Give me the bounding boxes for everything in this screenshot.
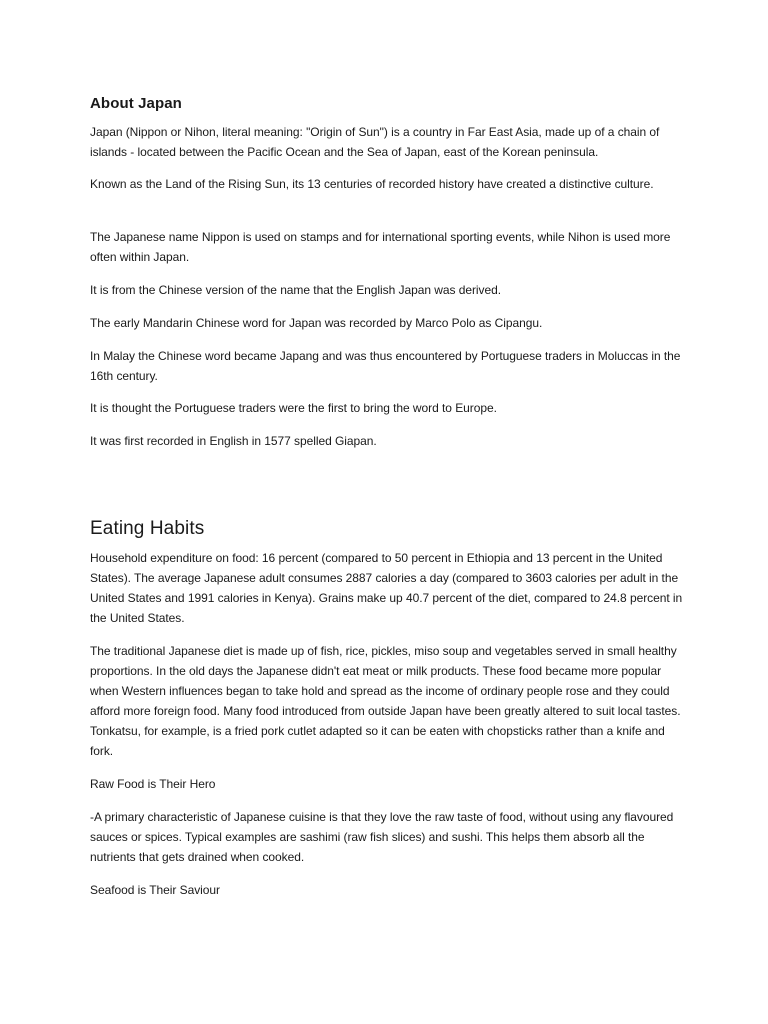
paragraph: The early Mandarin Chinese word for Japan was recorded by Marco Polo as Cipangu. (90, 316, 543, 330)
paragraph: The Japanese name Nippon is used on stamps and for international sporting events, while Nihon is used more often within Japan. (90, 230, 671, 264)
paragraph: Household expenditure on food: 16 percent (compared to 50 percent in Ethiopia and 13 percent in the United States). The average Japanese adult consumes 2887 calories a day (compared to 3603 calories per adult in the United States and 1991 calories in Kenya). Grains make up 40.7 percent of the diet, compared to 24.8 percent in the United States. (90, 551, 683, 625)
paragraph: The traditional Japanese diet is made up of fish, rice, pickles, miso soup and vegetables served in small healthy proportions. In the old days the Japanese didn't eat meat or milk products. These food became more popular when Western influences began to take hold and spread as the income of ordinary people rose and they could afford more foreign food. Many food introduced from outside Japan have been greatly altered to suit local tastes. Tonkatsu, for example, is a fried pork cutlet adapted so it can be eaten with chopsticks rather than a knife and fork. (90, 644, 681, 758)
paragraph: Japan (Nippon or Nihon, literal meaning: "Origin of Sun") is a country in Far East Asia, made up of a chain of islands - located between the Pacific Ocean and the Sea of Japan, east of the Korean peninsula. (90, 125, 660, 159)
paragraph: In Malay the Chinese word became Japang and was thus encountered by Portuguese traders in Moluccas in the 16th century. (90, 349, 681, 383)
paragraph: It is thought the Portuguese traders were the first to bring the word to Europe. (90, 401, 497, 415)
subheading-seafood: Seafood is Their Saviour (90, 883, 220, 897)
subheading-raw-food: Raw Food is Their Hero (90, 777, 216, 791)
paragraph: Known as the Land of the Rising Sun, its 13 centuries of recorded history have created a distinctive culture. (90, 177, 654, 191)
section-heading-about-japan: About Japan (90, 95, 182, 112)
paragraph: -A primary characteristic of Japanese cuisine is that they love the raw taste of food, without using any flavoured sauces or spices. Typical examples are sashimi (raw fish slices) and sushi. This helps them absorb all the nutrients that gets drained when cooked. (90, 810, 674, 864)
paragraph: It was first recorded in English in 1577 spelled Giapan. (90, 434, 377, 448)
section-heading-eating-habits: Eating Habits (90, 518, 205, 539)
paragraph: It is from the Chinese version of the name that the English Japan was derived. (90, 283, 501, 297)
